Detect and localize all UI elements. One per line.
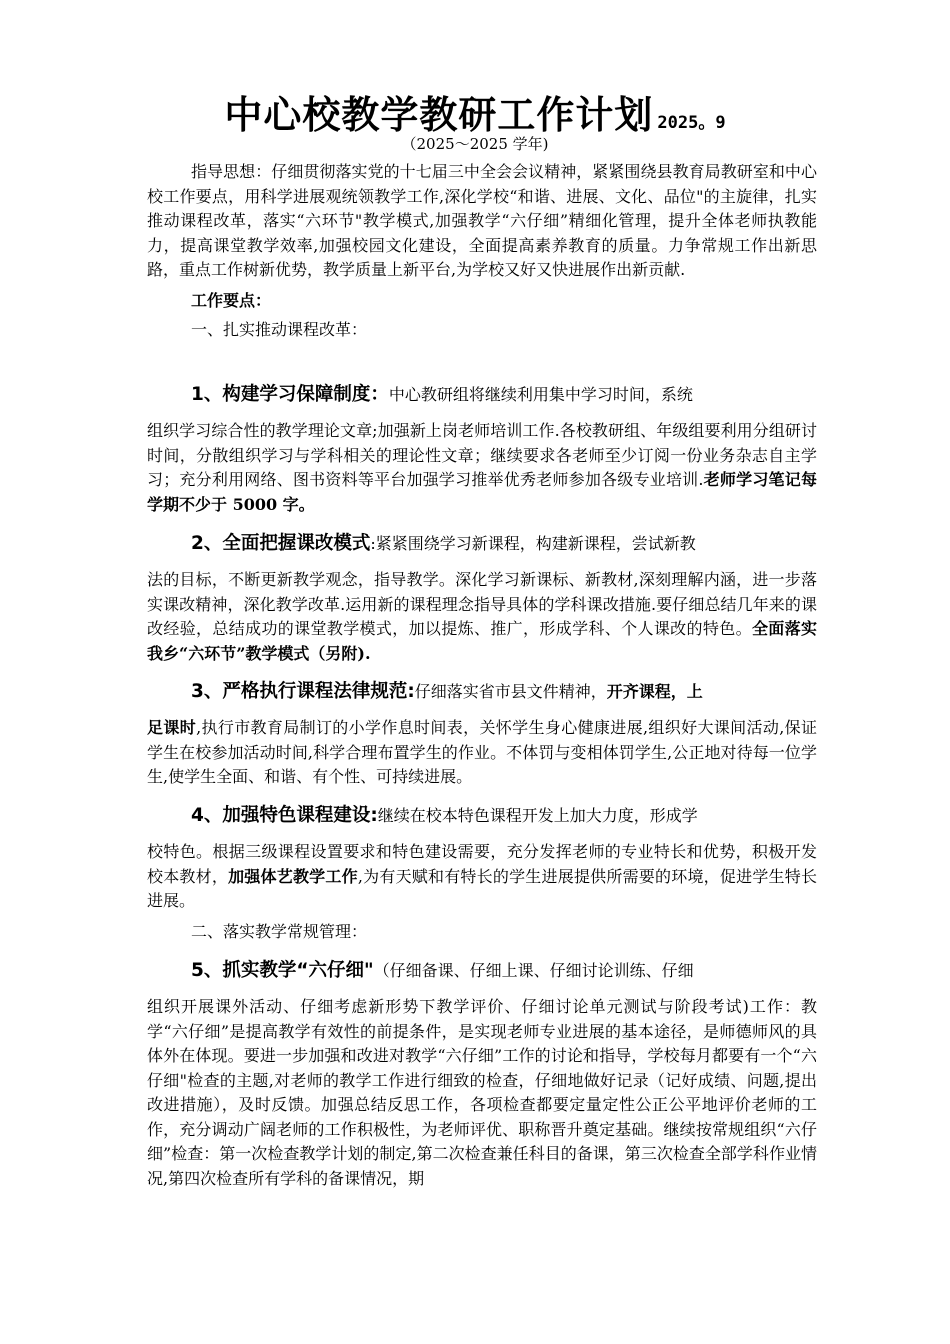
section-one-heading: 一、扎实推动课程改革： (191, 320, 368, 339)
item-5-heading: 5、抓实教学“六仔细" (191, 960, 374, 981)
title-date: 2025。9 (657, 113, 726, 133)
section-two (147, 920, 817, 945)
item-1-heading: 1、构建学习保障制度： (191, 384, 389, 405)
item-2-first-line (147, 520, 817, 568)
section-two-heading: 二、落实教学常规管理： (191, 922, 368, 941)
item-5-body: 组织开展课外活动、仔细考虑新形势下教学评价、仔细讨论单元测试与阶段考试)工作：教学“六仔细”是提高教学有效性的前提条件，是实现老师专业进展的基本途径，是师德师风的具体外在体现。要进一步加强和改进对教学“六仔细”工作的讨论和指导，学校每月都要有一个“六仔细"检查的主题,对老师的教学工作进行细致的检查，仔细地做好记录（记好成绩、问题,提出改进措施），及时反馈。加强总结反思工作，各项检查都要定量定性公正公平地评价老师的工作，充分调动广阔老师的工作积极性，为老师评优、职称晋升奠定基础。继续按常规组织“六仔细”检查：第一次检查教学计划的制定,第二次检查兼任科目的备课，第三次检查全部学科作业情况,第四次检查所有学科的备课情况，期 (147, 997, 817, 1188)
title-row (0, 84, 950, 139)
item-5-first-line (147, 947, 817, 995)
item-3-body (147, 716, 817, 790)
item-2-bold-text: 全面落实我乡“六环节”教学模式（另附). (147, 619, 817, 663)
item-2-first-text: :紧紧围绕学习新课程，构建新课程，尝试新教 (370, 534, 696, 553)
item-3-heading: 3、严格执行课程法律规范: (191, 681, 415, 702)
item-4-bold-text: 加强体艺教学工作 (228, 866, 358, 886)
item-2-text: 法的目标，不断更新教学观念，指导教学。深化学习新课标、新教材,深刻理解内涵，进一步落实课改精神，深化教学改革.运用新的课程理念指导具体的学科课改措施.要仔细总结几年来的课改经验，总结成功的课堂教学模式，加以提炼、推广，形成学科、个人课改的特色。 (147, 570, 817, 638)
item-3-first-line (147, 668, 817, 716)
document-title: 中心校教学教研工作计划 (224, 93, 654, 137)
item-4-first-text: 继续在校本特色课程开发上加大力度，形成学 (377, 806, 698, 825)
item-4-text-b: ,为有天赋和有特长的学生进展提供所需要的环境，促进学生特长进展。 (147, 866, 817, 910)
item-3-first-bold: 开齐课程，上 (606, 682, 703, 701)
item-2-heading: 2、全面把握课改模式 (191, 533, 371, 554)
points-heading: 工作要点： (191, 290, 272, 310)
item-3-text: ,执行市教育局制订的小学作息时间表，关怀学生身心健康进展,组织好大课间活动,保证学生在校参加活动时间,科学合理布置学生的作业。不体罚与变相体罚学生,公正地对待每一位学生,使学生全面、和谐、有个性、可持续进展。 (147, 718, 817, 786)
item-5 (147, 947, 817, 1191)
item-3-first-text: 仔细落实省市县文件精神， (414, 682, 607, 701)
item-4-body (147, 840, 817, 914)
item-2-body (147, 568, 817, 666)
school-year-subtitle: （2025～2025 学年) (401, 135, 549, 153)
item-2 (147, 520, 817, 666)
guide-paragraph: 指导思想：仔细贯彻落实党的十七届三中全会会议精神，紧紧围绕县教育局教研室和中心校工作要点，用科学进展观统领教学工作,深化学校“和谐、进展、文化、品位"的主旋律，扎实推动课程改革，落实“六环节"教学模式,加强教学“六仔细”精细化管理，提升全体老师执教能力，提高课堂教学效率,加强校园文化建设，全面提高素养教育的质量。力争常规工作出新思路，重点工作树新优势，教学质量上新平台,为学校又好又快进展作出新贡献. (147, 162, 817, 279)
item-3-bold-text: 足课时 (147, 718, 197, 737)
guide-block (147, 160, 817, 343)
item-4-heading: 4、加强特色课程建设: (191, 805, 378, 826)
item-1-first-text: 中心教研组将继续利用集中学习时间，系统 (388, 385, 693, 404)
item-1-first-line (147, 371, 817, 419)
item-1-text: 组织学习综合性的教学理论文章;加强新上岗老师培训工作.各校教研组、年级组要利用分组研讨时间，分散组织学习与学科相关的理论性文章；继续要求各老师至少订阅一份业务杂志自主学习；充分利用网络、图书资料等平台加强学习推举优秀老师参加各级专业培训. (147, 421, 817, 489)
item-5-first-text: （仔细备课、仔细上课、仔细讨论训练、仔细 (373, 961, 694, 980)
item-1 (147, 371, 817, 517)
item-1-bold-text: 老师学习笔记每学期不少于 5000 字。 (147, 470, 817, 514)
item-4-text-a: 校特色。根据三级课程设置要求和特色建设需要，充分发挥老师的专业特长和优势，积极开发校本教材， (147, 842, 817, 886)
item-4 (147, 792, 817, 914)
item-4-first-line (147, 792, 817, 840)
item-1-body (147, 419, 817, 517)
item-3 (147, 668, 817, 790)
